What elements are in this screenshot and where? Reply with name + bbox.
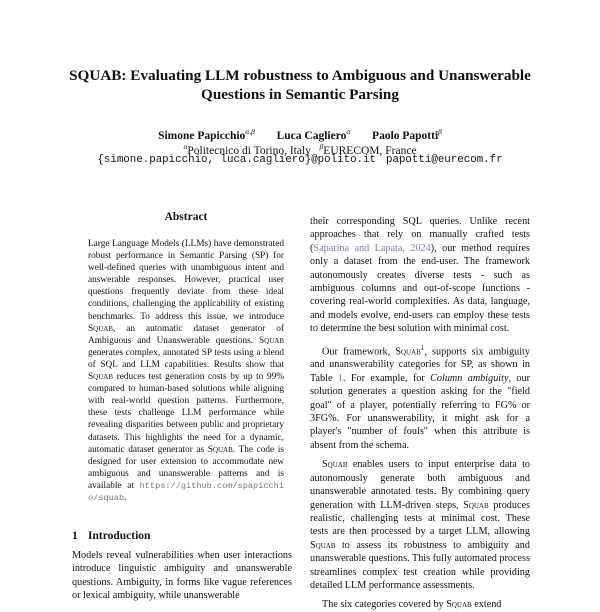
affiliation-mark: α — [183, 142, 188, 151]
affiliation-b: EURECOM, France — [323, 144, 417, 157]
author-name: Simone Papicchio — [158, 129, 246, 142]
introduction-text: Models reveal vulnerabilities when user interactions introduce linguistic ambiguity and unanswerable questions. Ambiguity, in forms like vague references or lexical ambiguity, while unanswerable — [72, 550, 292, 601]
table-ref-link[interactable]: 1 — [337, 372, 343, 384]
author-affiliation-mark: α — [346, 127, 351, 136]
citation-link[interactable]: Saparina and Lapata, 2024 — [313, 242, 431, 254]
squab-name: Squab — [322, 459, 348, 471]
paragraph: their corresponding SQL queries. Unlike recent approaches that rely on manually crafted tests (Saparina and Lapata, 2024), our method requires only a dataset from the end-user. The framework autonomously creates diverse tests - such as ambiguous columns and out-of-scope functions - covering real-world complexities. As data, language, and models evolve, end-users can employ these tests to determine the best solution with minimal cost. — [310, 216, 530, 335]
section-number: 1 — [72, 530, 78, 542]
affiliation-mark: β — [319, 142, 324, 151]
squab-name: Squab — [207, 444, 233, 455]
squab-name: Squab — [310, 539, 336, 551]
author-name: Luca Cagliero — [276, 129, 347, 142]
squab-name: Squab — [446, 599, 472, 611]
right-column — [310, 215, 530, 612]
author-name: Paolo Papotti — [372, 129, 439, 142]
abstract-heading: Abstract — [164, 211, 208, 223]
squab-name: Squab — [395, 346, 421, 358]
github-link[interactable]: https://github.com/spapicchio/squab — [88, 480, 284, 503]
section-heading-introduction — [72, 530, 292, 542]
squab-name: Squab — [88, 323, 114, 334]
squab-name: Squab — [258, 335, 284, 346]
footnote-mark[interactable]: 1 — [420, 343, 425, 352]
paper-title — [40, 66, 560, 104]
title-line-2: Questions in Semantic Parsing — [201, 86, 399, 103]
paragraph: Our framework, Squab$^1$, supports six ambiguity and unanswerability categories for SP, as shown in Table 1. For example, for Column ambiguity, our solution generates a question asking for the "field goal" of a player, potentially referring to FG% or 3FG%. For unanswerability, it might ask for a player's "number of fouls" when this attribute is absent from the schema. — [310, 343, 530, 451]
email-single: papotti@eurecom.fr — [385, 154, 503, 166]
squab-name: Squab — [463, 499, 489, 511]
title-line-1: SQUAB: Evaluating LLM robustness to Ambiguous and Unanswerable — [69, 67, 531, 84]
affiliation-a: Politecnico di Torino, Italy — [187, 144, 311, 157]
abstract-body: Large Language Models (LLMs) have demonstrated robust performance in Semantic Parsing (SP) for well-defined queries with unambiguous intent and answerable responses. However, practical user questions frequently deviate from these ideal conditions, challenging the applicability of existing benchmarks. To address this issue, we introduce Squab, an automatic dataset generator of Ambiguous and Unanswerable questions. Squab generates complex, annotated SP tests using a blend of SQL and LLM capabilities. Results show that Squab reduces test generation costs by up to 99% compared to human-based solutions while aligning with real-world question patterns. Furthermore, these tests challenge LLM performance while revealing disparities between public and proprietary datasets. This highlights the need for a dynamic, automatic dataset generator as Squab. The code is designed for user extension to accommodate new ambiguous and unanswerable patterns and is available at https://github.com/spapicchio/squab. — [88, 239, 285, 503]
email-group: {simone.papicchio, luca.cagliero}@polito.it — [97, 154, 376, 166]
author-affiliation-mark: β — [438, 127, 442, 136]
section-title: Introduction — [88, 530, 151, 542]
author-emails — [40, 153, 560, 168]
squab-name: Squab — [88, 372, 114, 383]
paragraph: Squab enables users to input enterprise data to autonomously generate both ambiguous and unanswerable annotated tests. By combining query generation with LLM-driven steps, Squab produces realistic, challenging tests at minimal cost. These tests are then processed by a target LLM, allowing Squab to assess its robustness to ambiguity and unanswerable questions. This fully automated process streamlines complex test creation while providing detailed LLM performance assessments. — [310, 459, 530, 591]
author-affiliation-mark: α,β — [245, 127, 255, 136]
paragraph: The six categories covered by Squab extend — [322, 599, 502, 611]
